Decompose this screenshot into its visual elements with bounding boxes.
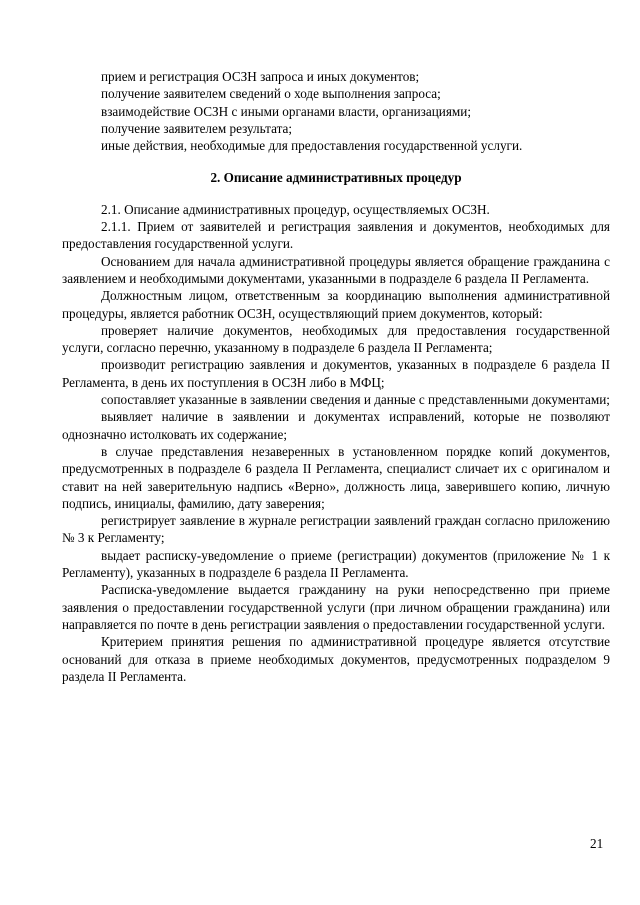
paragraph: выявляет наличие в заявлении и документах исправлений, которые не позволяют однозначно истолковать их содержание; [62, 409, 610, 442]
page-content [62, 68, 610, 685]
list-item: получение заявителем результата; [101, 120, 293, 136]
list-item: иные действия, необходимые для предоставления государственной услуги. [101, 138, 523, 154]
paragraph: в случае представления незаверенных в установленном порядке копий документов, предусмотренных в подразделе 6 раздела II Регламента, специалист сличает их с оригиналом и ставит на ней заверительную надпись «Верно», должность лица, заверившего копию, личную подпись, инициалы, фамилию, дату заверения; [62, 443, 610, 511]
list-item: получение заявителем сведений о ходе выполнения запроса; [101, 86, 441, 102]
list-item: взаимодействие ОСЗН с иными органами власти, организациями; [101, 103, 471, 119]
page-number: 21 [590, 836, 604, 851]
paragraph: производит регистрацию заявления и документов, указанных в подразделе 6 раздела II Регламента, в день их поступления в ОСЗН либо в МФЦ; [62, 357, 610, 390]
paragraph: 2.1.1. Прием от заявителей и регистрация заявления и документов, необходимых для предоставления государственной услуги. [62, 219, 610, 252]
paragraph: сопоставляет указанные в заявлении сведения и данные с представленными документами; [101, 392, 610, 408]
paragraph: проверяет наличие документов, необходимых для предоставления государственной услуги, согласно перечню, указанному в подразделе 6 раздела II Регламента; [62, 322, 610, 356]
paragraph: выдает расписку-уведомление о приеме (регистрации) документов (приложение № 1 к Регламенту), указанных в подразделе 6 раздела II Регламента. [62, 547, 610, 581]
paragraph: регистрирует заявление в журнале регистрации заявлений граждан согласно приложению № 3 к Регламенту; [62, 513, 610, 546]
paragraph: Расписка-уведомление выдается гражданину на руки непосредственно при приеме заявления о предоставлении государственной услуги (при личном обращении гражданина) или направляется по почте в день регистрации заявления о предоставлении государственной услуги. [62, 582, 610, 632]
section-heading: 2. Описание административных процедур [210, 170, 462, 186]
paragraph: 2.1. Описание административных процедур, осуществляемых ОСЗН. [101, 201, 490, 217]
paragraph: Должностным лицом, ответственным за координацию выполнения административной процедуры, является работник ОСЗН, осуществляющий прием документов, который: [62, 288, 610, 321]
list-item: прием и регистрация ОСЗН запроса и иных документов; [101, 69, 420, 84]
paragraph: Основанием для начала административной процедуры является обращение гражданина с заявлением и необходимыми документами, указанными в подразделе 6 раздела II Регламента. [62, 253, 610, 286]
paragraph: Критерием принятия решения по административной процедуре является отсутствие оснований для отказа в приеме необходимых документов, предусмотренных подразделом 9 раздела II Регламента. [62, 634, 610, 684]
